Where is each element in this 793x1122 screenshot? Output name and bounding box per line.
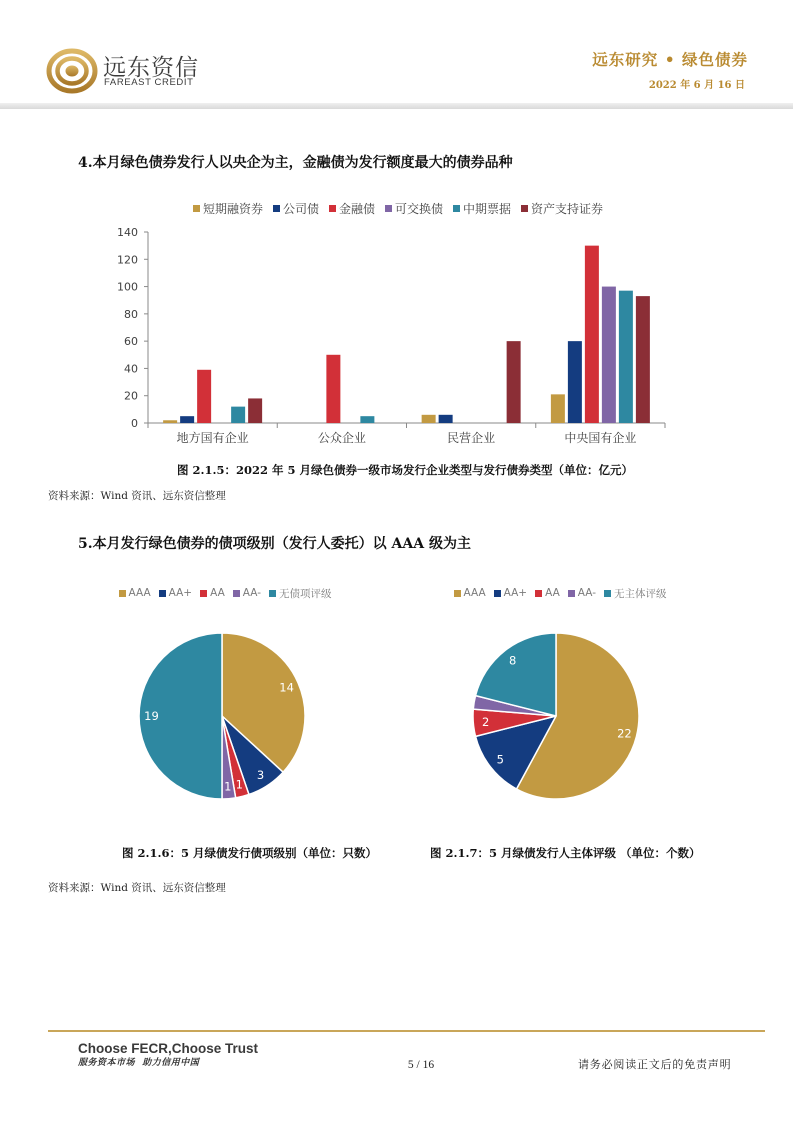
legend-label: AA- xyxy=(242,587,261,599)
legend-item xyxy=(233,587,261,599)
legend-label: AA xyxy=(210,587,225,599)
legend-label: AAA xyxy=(463,587,486,599)
legend-swatch xyxy=(494,590,501,597)
legend-swatch xyxy=(521,205,528,212)
legend-swatch xyxy=(233,590,240,597)
legend-label: AA xyxy=(545,587,560,599)
legend-swatch xyxy=(269,590,276,597)
legend-swatch xyxy=(119,590,126,597)
legend-item xyxy=(535,587,560,599)
bar-series2-category3 xyxy=(439,415,453,423)
legend-item xyxy=(269,586,332,601)
bar-series3-category2 xyxy=(326,355,340,423)
x-category-label: 中央国有企业 xyxy=(564,431,637,445)
legend-label: 金融债 xyxy=(338,201,375,216)
pie-data-label-aaa: 22 xyxy=(617,726,632,741)
brand-name-en: FAREAST CREDIT xyxy=(104,77,194,88)
figure-2-1-7-caption: 图 2.1.7：5 月绿债发行人主体评级 （单位：个数） xyxy=(430,846,701,860)
legend-item xyxy=(604,586,667,601)
bar-series6-category4 xyxy=(636,296,650,423)
legend-item xyxy=(119,587,151,599)
bar-series1-category3 xyxy=(422,415,436,423)
y-tick-label: 80 xyxy=(124,307,138,321)
footer-slogan-en: Choose FECR,Choose Trust xyxy=(78,1041,259,1056)
x-category-label: 公众企业 xyxy=(317,431,366,445)
legend-item xyxy=(200,587,225,599)
section-5-heading: 5.本月发行绿色债券的债项级别（发行人委托）以 AAA 级为主 xyxy=(78,536,471,552)
bar-series5-category2 xyxy=(360,416,374,423)
legend-item xyxy=(193,200,263,217)
legend-item xyxy=(454,587,486,599)
bar-series1-category4 xyxy=(551,394,565,423)
issuer-rating-pie-chart xyxy=(466,626,646,806)
figure-2-1-6-caption: 图 2.1.6：5 月绿债发行债项级别（单位：只数） xyxy=(122,846,378,860)
legend-label: 短期融资券 xyxy=(202,201,263,216)
legend-swatch xyxy=(193,205,200,212)
bar-series5-category4 xyxy=(619,291,633,423)
legend-swatch xyxy=(329,205,336,212)
section-4-source-note: 资料来源：Wind 资讯、远东资信整理 xyxy=(48,490,226,502)
legend-label: 无债项评级 xyxy=(279,587,332,600)
x-category-label: 民营企业 xyxy=(447,431,496,445)
pie-data-label-aaa: 14 xyxy=(279,680,294,695)
pie-slices xyxy=(473,633,639,799)
header-divider xyxy=(0,103,793,109)
bar-series6-category1 xyxy=(248,398,262,423)
y-tick-label: 60 xyxy=(124,335,138,349)
bar-series6-category3 xyxy=(507,341,521,423)
legend-swatch xyxy=(453,205,460,212)
bar-chart-legend xyxy=(100,200,696,216)
pie-data-label-aa-plus: 5 xyxy=(496,752,504,767)
legend-label: AA- xyxy=(577,587,596,599)
x-category-label: 地方国有企业 xyxy=(176,431,249,445)
legend-swatch xyxy=(535,590,542,597)
pie-data-label-aa-minus: 1 xyxy=(224,779,232,794)
pie-slices xyxy=(139,633,305,799)
section-4-heading: 4.本月绿色债券发行人以央企为主，金融债为发行额度最大的债券品种 xyxy=(78,155,513,171)
legend-item xyxy=(273,200,319,217)
legend-swatch xyxy=(604,590,611,597)
legend-swatch xyxy=(568,590,575,597)
legend-swatch xyxy=(159,590,166,597)
pie-data-label-aa-plus: 3 xyxy=(256,768,265,783)
issue-rating-pie-legend xyxy=(100,585,350,601)
y-tick-label: 20 xyxy=(124,389,138,403)
issue-rating-pie-chart xyxy=(132,626,312,806)
bar-series5-category1 xyxy=(231,407,245,423)
legend-swatch xyxy=(273,205,280,212)
legend-swatch xyxy=(454,590,461,597)
footer-slogan-cn: 服务资本市场 助力信用中国 xyxy=(78,1058,200,1068)
section-5-source-note: 资料来源：Wind 资讯、远东资信整理 xyxy=(48,882,226,894)
legend-label: 公司债 xyxy=(282,201,319,216)
legend-item xyxy=(329,200,375,217)
legend-item xyxy=(494,587,527,599)
legend-item xyxy=(159,587,192,599)
bar-chart-bars xyxy=(163,246,650,423)
y-tick-label: 40 xyxy=(124,362,138,376)
legend-label: AA+ xyxy=(168,587,193,599)
bar-series2-category4 xyxy=(568,341,582,423)
legend-item xyxy=(521,200,603,217)
legend-item xyxy=(453,200,511,217)
bar-series3-category4 xyxy=(585,246,599,423)
figure-2-1-5-caption: 图 2.1.5：2022 年 5 月绿色债券一级市场发行企业类型与发行债券类型（单位：亿元） xyxy=(176,463,634,477)
y-tick-label: 120 xyxy=(117,253,138,267)
legend-swatch xyxy=(200,590,207,597)
page-number: 5 / 16 xyxy=(407,1059,435,1071)
legend-label: 可交换债 xyxy=(395,201,444,216)
bond-type-by-issuer-bar-chart xyxy=(100,220,680,452)
bar-series2-category1 xyxy=(180,416,194,423)
bar-series4-category4 xyxy=(602,287,616,423)
legend-item xyxy=(385,200,443,217)
legend-label: 资产支持证券 xyxy=(531,201,604,216)
publish-date: 2022 年 6 月 16 日 xyxy=(648,80,745,91)
legend-label: 中期票据 xyxy=(463,201,512,216)
pie-data-label-not-rated: 19 xyxy=(144,709,159,723)
pie-data-label-aa: 2 xyxy=(482,714,490,729)
y-tick-label: 0 xyxy=(131,417,138,430)
legend-item xyxy=(568,587,596,599)
legend-label: AAA xyxy=(128,587,151,599)
brand-name-cn: 远东资信 xyxy=(103,54,199,80)
y-tick-label: 140 xyxy=(117,226,138,239)
bar-series3-category1 xyxy=(197,370,211,423)
pie-data-label-aa: 1 xyxy=(235,777,243,792)
bar-series1-category1 xyxy=(163,420,177,423)
footer-rule xyxy=(48,1030,765,1032)
legend-label: AA+ xyxy=(503,587,528,599)
report-series-title: 远东研究 • 绿色债券 xyxy=(592,50,748,69)
issuer-rating-pie-legend xyxy=(435,585,685,601)
y-tick-label: 100 xyxy=(117,280,138,294)
pie-data-label-not-rated: 8 xyxy=(509,653,517,668)
disclaimer-note: 请务必阅读正文后的免责声明 xyxy=(578,1058,732,1071)
legend-swatch xyxy=(385,205,392,212)
legend-label: 无主体评级 xyxy=(614,587,667,600)
fareast-credit-logo-icon xyxy=(46,48,98,94)
